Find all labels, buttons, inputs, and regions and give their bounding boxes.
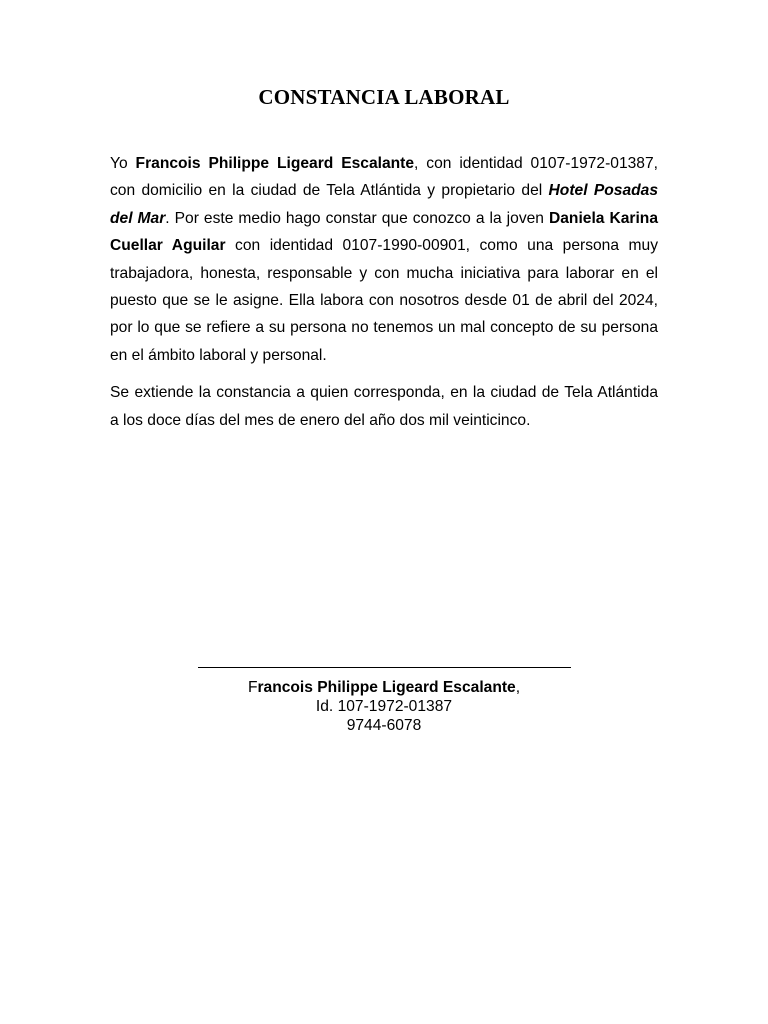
paragraph-2: Se extiende la constancia a quien corresponda, en la ciudad de Tela Atlántida a los doce días del mes de enero del año dos mil veinticinco.	[110, 384, 658, 429]
document-body	[110, 150, 658, 434]
signature-line	[198, 667, 571, 668]
signature-block	[0, 678, 768, 735]
hotel-name: Hotel Posadas del Mar	[110, 182, 658, 227]
signature-phone: 9744-6078	[346, 717, 422, 734]
paragraph-1	[110, 150, 658, 369]
signature-name	[0, 678, 768, 697]
p1-text-3: . Por este medio hago constar que conozco a la joven	[165, 209, 549, 227]
p1-text-4: con identidad 0107-1990-00901, como una persona muy trabajadora, honesta, responsable y con mucha iniciativa para laborar en el puesto que se le asigne. Ella labora con nosotros desde 01 de abril del 2024, por lo que se refiere a su persona no tenemos un mal concepto de su persona en el ámbito laboral y personal.	[110, 237, 659, 364]
p1-text-2: , con identidad 0107-1972-01387, con domicilio en la ciudad de Tela Atlántida y propietario del	[110, 155, 658, 200]
signature-name-suffix: ,	[515, 679, 521, 696]
signature-name-rest: rancois Philippe Ligeard Escalante	[257, 679, 516, 696]
employee-name: Daniela Karina Cuellar Aguilar	[110, 209, 658, 255]
p1-text-1: Yo	[110, 155, 136, 172]
document-title: CONSTANCIA LABORAL	[258, 85, 510, 109]
owner-name: Francois Philippe Ligeard Escalante	[135, 155, 415, 172]
signature-name-initial: F	[247, 679, 258, 696]
signature-id: Id. 107-1972-01387	[315, 698, 453, 715]
